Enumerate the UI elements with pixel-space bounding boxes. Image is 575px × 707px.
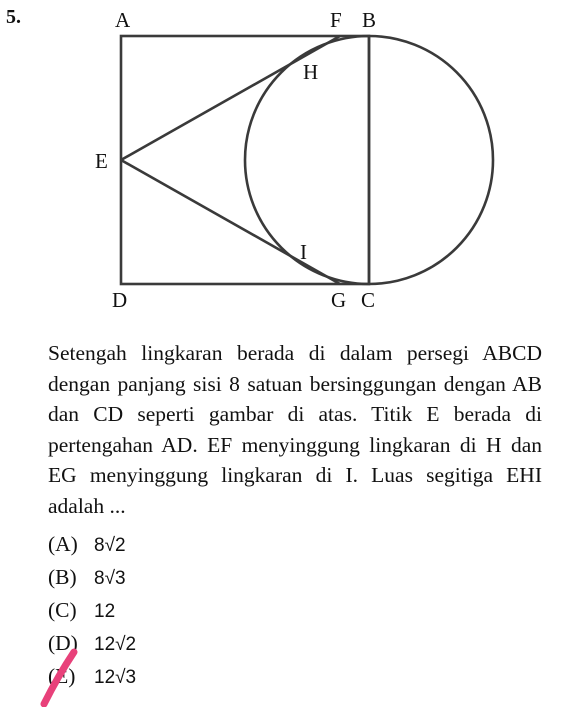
option-a[interactable]	[48, 528, 136, 561]
label-h: H	[303, 60, 319, 84]
label-b: B	[362, 8, 377, 32]
label-e: E	[95, 149, 108, 173]
label-i: I	[300, 240, 307, 264]
option-letter: (C)	[48, 598, 77, 622]
option-letter: (E)	[48, 664, 76, 688]
option-c[interactable]	[48, 594, 136, 627]
option-d[interactable]	[48, 627, 136, 660]
option-value: 12√2	[94, 634, 137, 655]
option-value: 8√2	[94, 535, 126, 556]
label-d: D	[112, 288, 128, 312]
tangent-line-ef	[121, 36, 340, 160]
label-c: C	[361, 288, 376, 312]
question-number: 5.	[6, 6, 21, 28]
option-letter: (D)	[48, 631, 78, 655]
problem-text: Setengah lingkaran berada di dalam persegi ABCD dengan panjang sisi 8 satuan bersinggungan dengan AB dan CD seperti gambar di atas. Titik E berada di pertengahan AD. EF menyinggung lingkaran di H dan EG menyinggung lingkaran di I. Luas segitiga EHI adalah ...	[48, 341, 542, 518]
tangent-line-eg	[121, 160, 340, 284]
option-value: 8√3	[94, 568, 126, 589]
geometry-figure	[0, 0, 575, 330]
option-value: 12	[94, 601, 116, 622]
option-b[interactable]	[48, 561, 136, 594]
option-e[interactable]	[48, 660, 136, 693]
label-f: F	[330, 8, 342, 32]
option-letter: (A)	[48, 532, 78, 556]
option-value: 12√3	[94, 667, 137, 688]
label-a: A	[115, 8, 131, 32]
label-g: G	[331, 288, 347, 312]
option-letter: (B)	[48, 565, 77, 589]
answer-options	[48, 528, 136, 693]
